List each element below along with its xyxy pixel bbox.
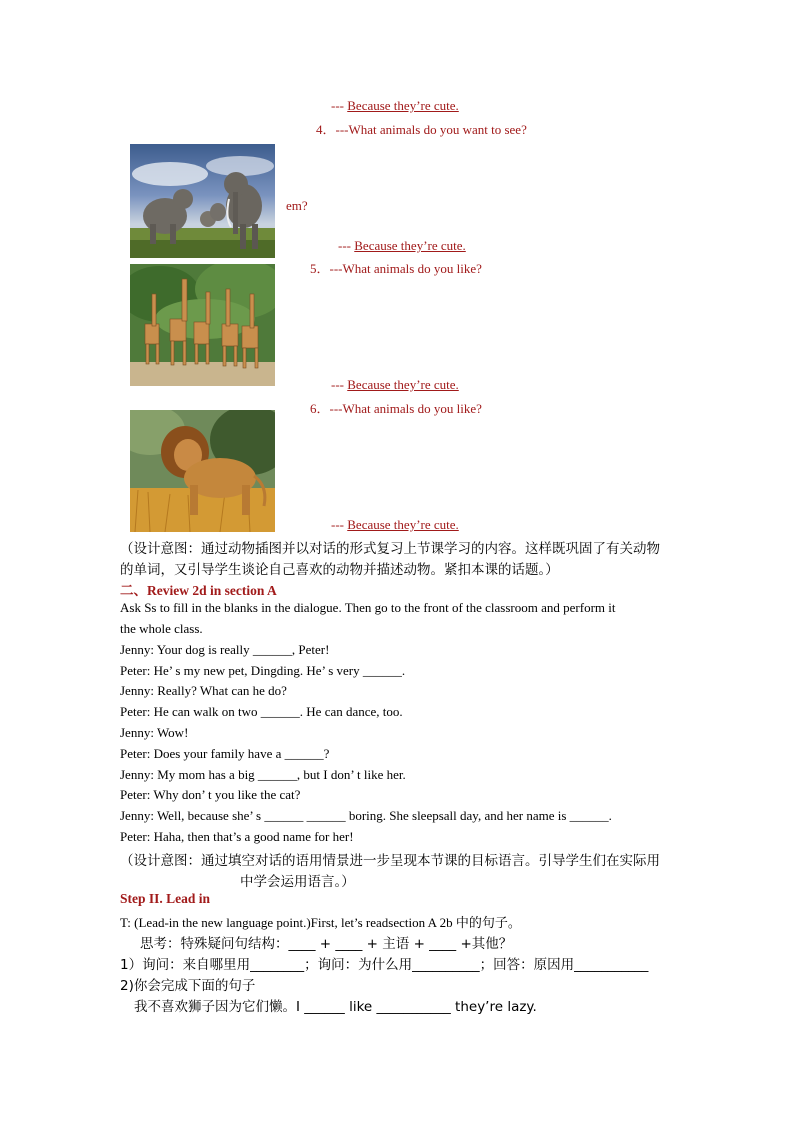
question-5: 5．---What animals do you like? (310, 261, 482, 276)
review-instruction-2: the whole class. (120, 621, 203, 636)
question-4: 4．---What animals do you want to see? (316, 122, 527, 137)
elephant-photo (130, 144, 275, 258)
question-6: 6．---What animals do you like? (310, 401, 482, 416)
dialogue-line: Peter: Does your family have a ______? (120, 746, 330, 761)
design-note-1-line2: 的单词，又引导学生谈论自己喜欢的动物并描述动物。紧扣本课的话题。） (120, 562, 559, 578)
review-instruction-1: Ask Ss to fill in the blanks in the dialogue. Then go to the front of the classroom and perform it (120, 600, 616, 615)
step2-think: 思考：特殊疑问句结构：____ + ____ + 主语 + ____ +其他？ (140, 936, 513, 952)
answer-6: --- Because they’re cute. (331, 517, 459, 532)
section-review-heading: 二、Review 2d in section A (120, 583, 277, 599)
design-note-1-line1: （设计意图：通过动物插图并以对话的形式复习上节课学习的内容。这样既巩固了有关动物 (120, 541, 660, 557)
design-note-2-line2: 中学会运用语言。） (240, 874, 355, 890)
dialogue-line: Jenny: Wow! (120, 725, 189, 740)
question-4-fragment: em? (286, 198, 308, 213)
step2-t-line: T: (Lead-in the new language point.)First, let’s readsection A 2b 中的句子。 (120, 915, 521, 930)
dialogue-line: Jenny: Really? What can he do? (120, 683, 287, 698)
design-note-2-line1: （设计意图：通过填空对话的语用情景进一步呈现本节课的目标语言。引导学生们在实际用 (120, 853, 660, 869)
giraffe-photo (130, 264, 275, 386)
dialogue-line: Jenny: Your dog is really ______, Peter! (120, 642, 330, 657)
step2-q2-sentence: 我不喜欢狮子因为它们懒。I ______ like ___________ they’re lazy. (134, 999, 537, 1015)
answer-5: --- Because they’re cute. (331, 377, 459, 392)
step2-q1: 1）询问：来自哪里用________；询问：为什么用__________；回答：原因用___________ (120, 957, 649, 973)
step2-q2: 2)你会完成下面的句子 (120, 978, 256, 994)
dialogue-line: Jenny: My mom has a big ______, but I don’ t like her. (120, 767, 406, 782)
answer-4: --- Because they’re cute. (338, 238, 466, 253)
dialogue-line: Peter: Why don’ t you like the cat? (120, 787, 301, 802)
dialogue-line: Peter: He can walk on two ______. He can dance, too. (120, 704, 403, 719)
dialogue-line: Peter: He’ s my new pet, Dingding. He’ s very ______. (120, 663, 406, 678)
lion-photo (130, 410, 275, 532)
dialogue-line: Jenny: Well, because she’ s ______ ______ boring. She sleepsall day, and her name is ______. (120, 808, 612, 823)
dialogue-line: Peter: Haha, then that’s a good name for her! (120, 829, 354, 844)
answer-0: --- Because they’re cute. (331, 98, 459, 113)
step2-heading: Step II. Lead in (120, 891, 211, 906)
